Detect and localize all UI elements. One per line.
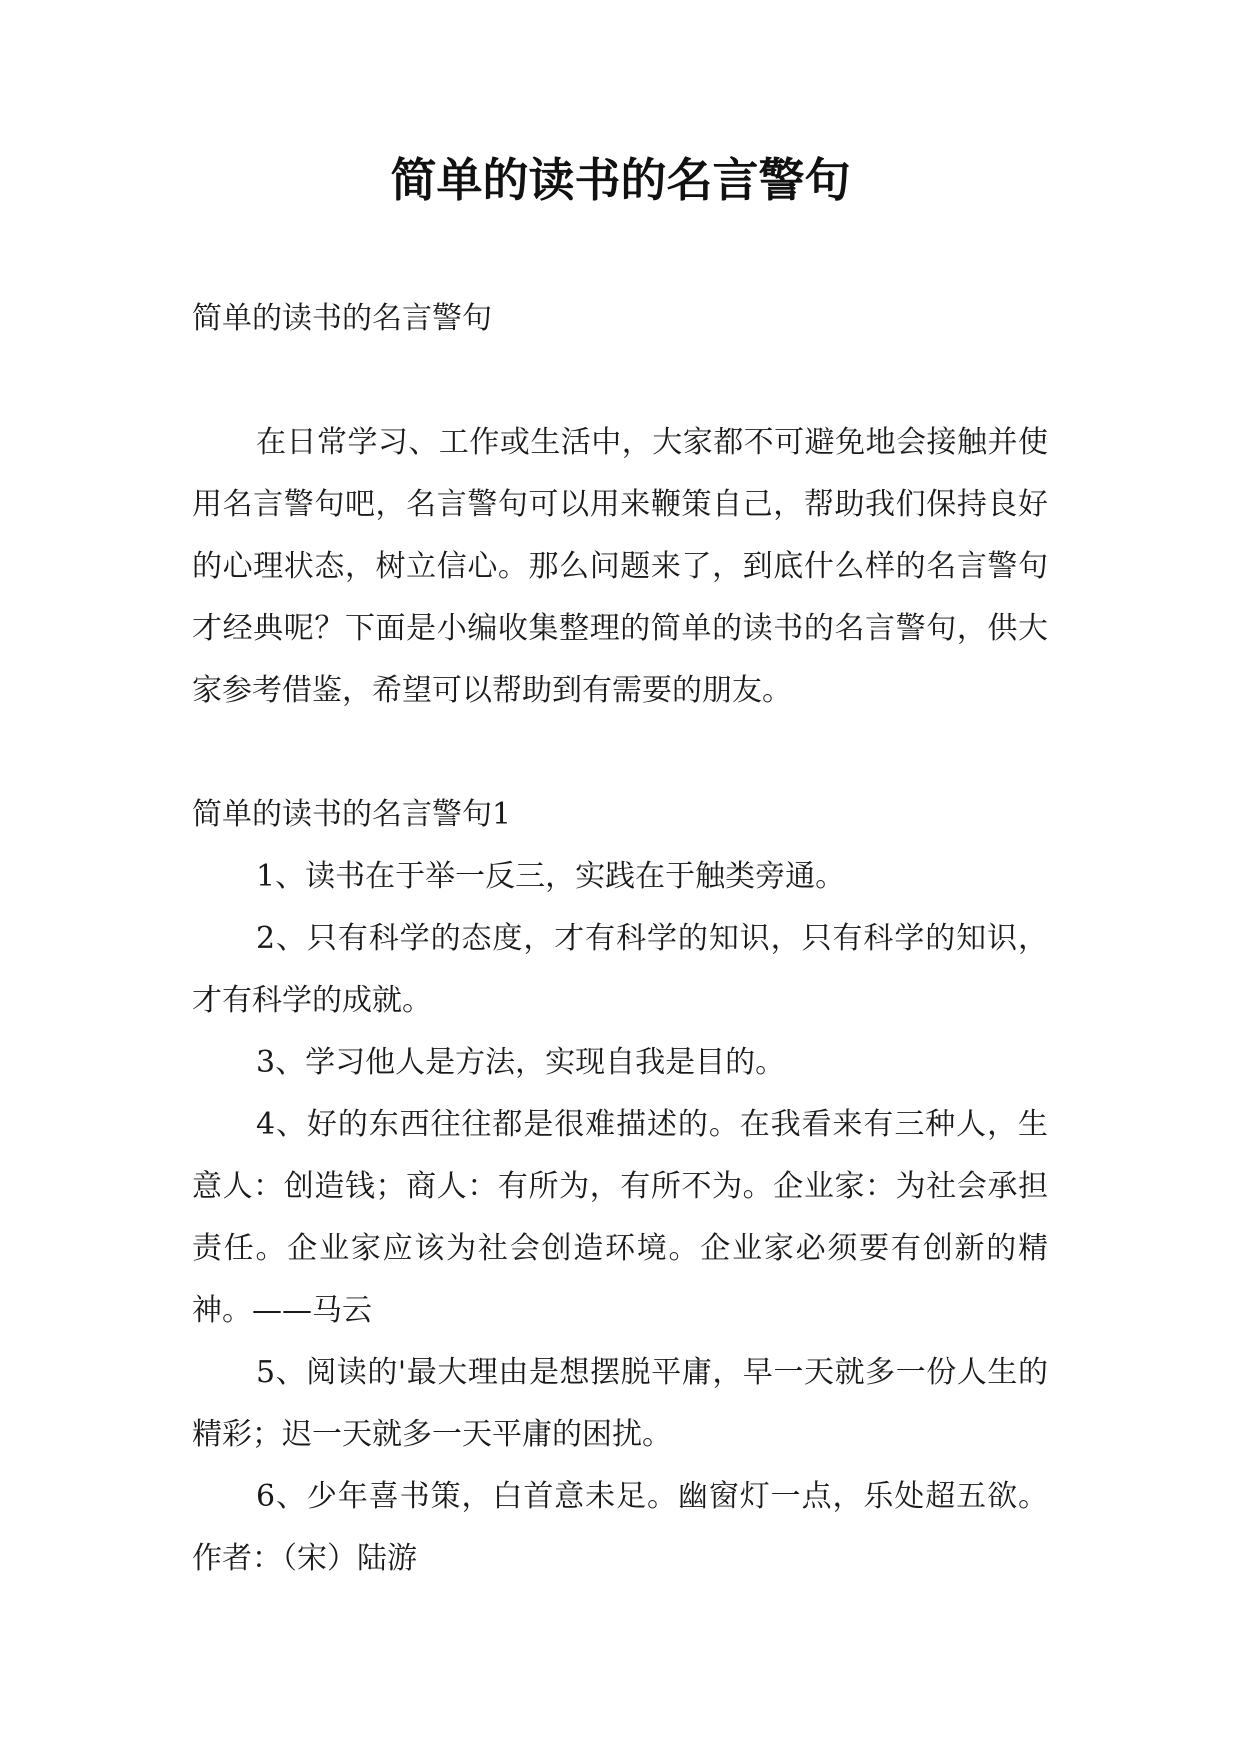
document-title: 简单的读书的名言警句 (390, 153, 851, 207)
quote-item-1: 1、读书在于举一反三，实践在于触类旁通。 (256, 859, 846, 894)
document-subtitle: 简单的读书的名言警句 (192, 301, 492, 336)
intro-paragraph: 在日常学习、工作或生活中，大家都不可避免地会接触并使用名言警句吧，名言警句可以用来鞭策自己，帮助我们保持良好的心理状态，树立信心。那么问题来了，到底什么样的名言警句才经典呢？下面是小编收集整理的简单的读书的名言警句，供大家参考借鉴，希望可以帮助到有需要的朋友。 (192, 425, 1048, 708)
quote-item-2: 2、只有科学的态度，才有科学的知识，只有科学的知识，才有科学的成就。 (192, 921, 1048, 1018)
document-body (192, 288, 1048, 1590)
quote-item-4: 4、好的东西往往都是很难描述的。在我看来有三种人，生意人：创造钱；商人：有所为，有所不为。企业家：为社会承担责任。企业家应该为社会创造环境。企业家必须要有创新的精神。——马云 (192, 1107, 1048, 1328)
quote-item-6: 6、少年喜书策，白首意未足。幽窗灯一点，乐处超五欲。 作者：（宋）陆游 (192, 1479, 1048, 1576)
quote-item-5: 5、阅读的'最大理由是想摆脱平庸，早一天就多一份人生的精彩；迟一天就多一天平庸的困扰。 (192, 1355, 1048, 1452)
section-heading: 简单的读书的名言警句1 (192, 797, 512, 832)
quote-item-3: 3、学习他人是方法，实现自我是目的。 (256, 1045, 786, 1080)
